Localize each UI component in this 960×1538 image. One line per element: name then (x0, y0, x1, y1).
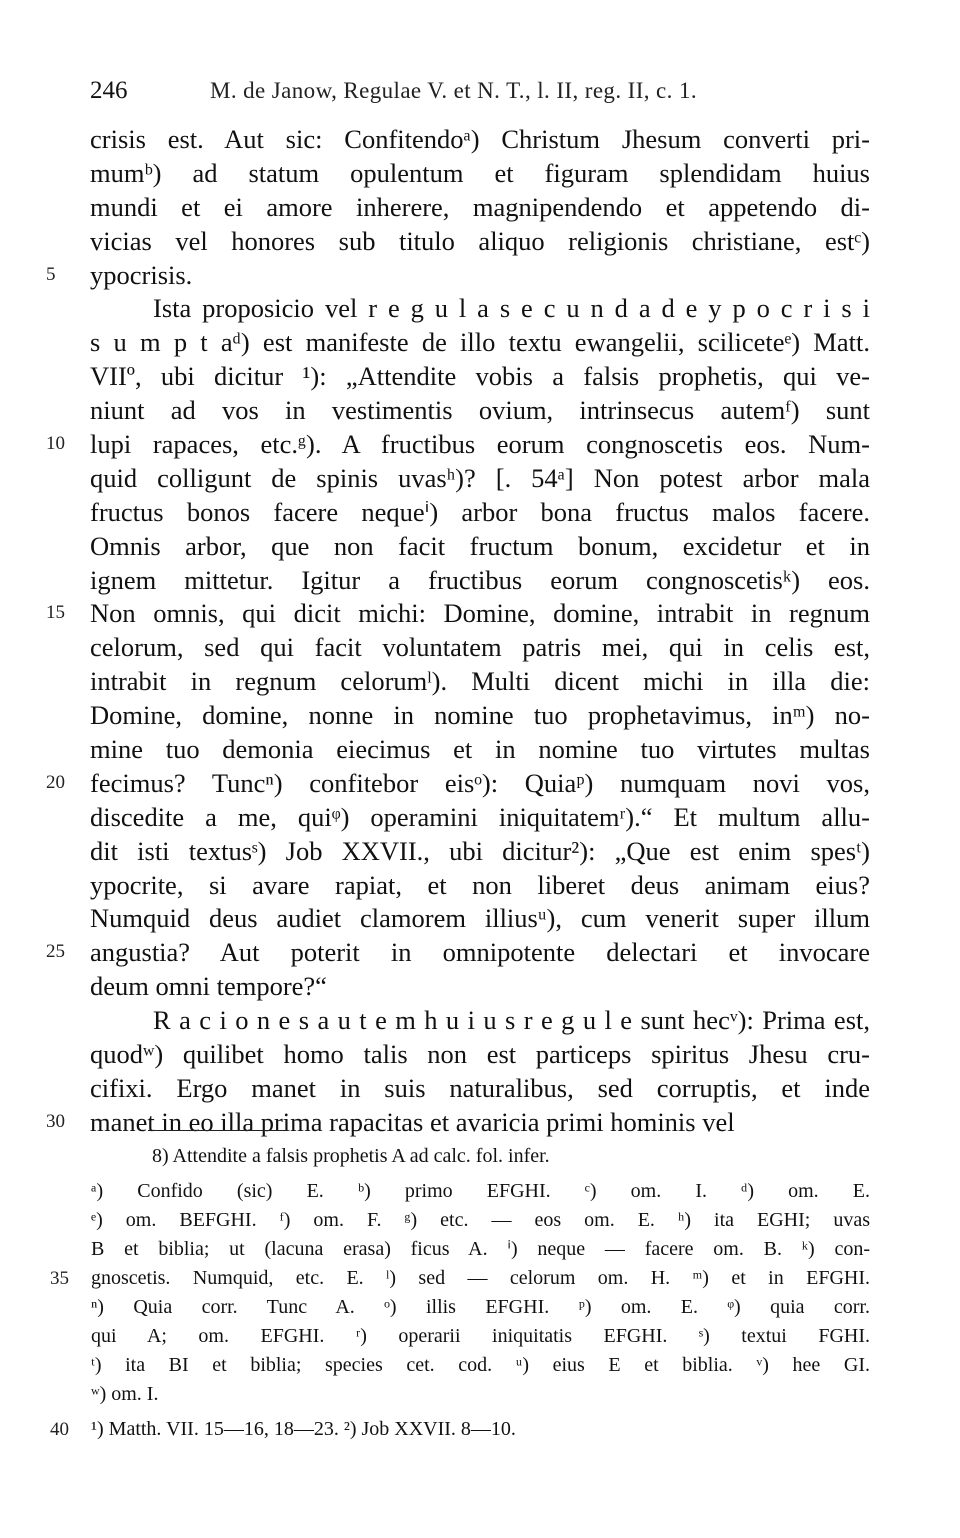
text-line (0, 325, 960, 359)
text-line (0, 258, 960, 292)
text-line (0, 122, 960, 156)
text-line (0, 359, 960, 393)
footnote-text: ʷ) om. I. (91, 1383, 159, 1405)
line-text: Numquid deus audiet clamorem illiusᵘ), cum venerit super illum (90, 903, 870, 934)
line-number: 40 (50, 1419, 69, 1440)
text-line (0, 1003, 960, 1037)
text-line (0, 1071, 960, 1105)
line-text: mine tuo demonia eiecimus et in nomine tuo virtutes multas (90, 734, 870, 765)
line-text: mumᵇ) ad statum opulentum et figuram splendidam huius (90, 157, 870, 188)
footnote-line (0, 1206, 960, 1235)
text-line (0, 766, 960, 800)
footnote-line (0, 1142, 960, 1171)
text-line (0, 563, 960, 597)
footnote-line (0, 1293, 960, 1322)
text-line (0, 596, 960, 630)
text-line (0, 393, 960, 427)
line-text: mundi et ei amore inherere, magnipendendo et appetendo di- (90, 191, 870, 222)
footnote-text: ᵃ) Confido (sic) E. ᵇ) primo EFGHI. ᶜ) om. I. ᵈ) om. E. (91, 1180, 870, 1202)
line-text: celorum, sed qui facit voluntatem patris mei, qui in celis est, (90, 632, 870, 663)
main-text (0, 122, 960, 1139)
text-line (0, 224, 960, 258)
line-text: Omnis arbor, que non facit fructum bonum, excidetur et in (90, 530, 870, 561)
footnote-text: 8) Attendite a falsis prophetis A ad calc. fol. infer. (152, 1145, 550, 1167)
text-line (0, 969, 960, 1003)
line-text: lupi rapaces, etc.ᵍ). A fructibus eorum congnoscetis eos. Num- (90, 429, 870, 460)
footnote-line (0, 1415, 960, 1444)
line-text: deum omni tempore?“ (90, 971, 327, 1002)
line-text: discedite a me, quiᵠ) operamini iniquitatemʳ).“ Et multum allu- (90, 801, 870, 832)
line-number: 15 (46, 602, 65, 624)
line-text: Ista proposicio vel r e g u l a s e c u n d a d e y p o c r i s i (153, 293, 870, 324)
footnote-line (0, 1235, 960, 1264)
line-text: s u m p t aᵈ) est manifeste de illo textu ewangelii, sciliceteᵉ) Matt. (90, 327, 870, 358)
line-text: niunt ad vos in vestimentis ovium, intrinsecus autemᶠ) sunt (90, 395, 870, 426)
line-text: R a c i o n e s a u t e m h u i u s r e g u l e sunt hecᵛ): Prima est, (153, 1005, 870, 1036)
line-text: quodʷ) quilibet homo talis non est particeps spiritus Jhesu cru- (90, 1039, 870, 1070)
line-text: crisis est. Aut sic: Confitendoᵃ) Christum Jhesum converti pri- (90, 124, 870, 154)
line-text: manet in eo illa prima rapacitas et avaricia primi hominis vel (90, 1106, 735, 1137)
text-line (0, 800, 960, 834)
text-line (0, 427, 960, 461)
footnote-text: qui A; om. EFGHI. ʳ) operarii iniquitatis EFGHI. ˢ) textui FGHI. (91, 1325, 870, 1347)
footnote-text: ᵗ) ita BI et biblia; species cet. cod. ᵘ) eius E et biblia. ᵛ) hee GI. (91, 1354, 870, 1376)
footnote-line (0, 1322, 960, 1351)
text-line (0, 901, 960, 935)
footnote-line (0, 1264, 960, 1293)
line-text: Non omnis, qui dicit michi: Domine, domine, intrabit in regnum (90, 598, 870, 629)
text-line (0, 630, 960, 664)
text-line (0, 529, 960, 563)
line-number: 25 (46, 941, 65, 963)
footnote-separator (148, 1130, 288, 1131)
line-text: fructus bonos facere nequeⁱ) arbor bona fructus malos facere. (90, 496, 870, 527)
text-line (0, 868, 960, 902)
text-line (0, 1037, 960, 1071)
text-line (0, 732, 960, 766)
page-header (0, 71, 960, 111)
footnote-line (0, 1380, 960, 1409)
text-line (0, 834, 960, 868)
text-line (0, 495, 960, 529)
text-line (0, 461, 960, 495)
footnote-text: ⁿ) Quia corr. Tunc A. ᵒ) illis EFGHI. ᵖ) om. E. ᵠ) quia corr. (91, 1296, 870, 1318)
line-text: VIIº, ubi dicitur ¹): „Attendite vobis a falsis prophetis, qui ve- (90, 361, 870, 392)
line-number: 20 (46, 771, 65, 793)
text-line (0, 698, 960, 732)
footnote-text: ᵉ) om. BEFGHI. ᶠ) om. F. ᵍ) etc. — eos om. E. ʰ) ita EGHI; uvas (91, 1209, 870, 1231)
line-number: 10 (46, 433, 65, 455)
footnote-text: ¹) Matth. VII. 15—16, 18—23. ²) Job XXVII. 8—10. (91, 1418, 516, 1440)
running-title: M. de Janow, Regulae V. et N. T., l. II, reg. II, c. 1. (210, 78, 698, 103)
line-number: 5 (46, 263, 56, 285)
line-text: intrabit in regnum celorumˡ). Multi dicent michi in illa die: (90, 666, 870, 697)
line-number: 30 (46, 1110, 65, 1132)
text-line (0, 156, 960, 190)
line-text: dit isti textusˢ) Job XXVII., ubi dicitur²): „Que est enim spesᵗ) (90, 835, 870, 866)
footnote-line (0, 1351, 960, 1380)
text-line (0, 664, 960, 698)
footnotes (0, 1142, 960, 1444)
line-text: fecimus? Tuncⁿ) confitebor eisᵒ): Quiaᵖ) numquam novi vos, (90, 767, 870, 798)
line-text: ignem mittetur. Igitur a fructibus eorum congnoscetisᵏ) eos. (90, 564, 870, 595)
text-line (0, 291, 960, 325)
text-line (0, 935, 960, 969)
text-line (0, 190, 960, 224)
footnote-line (0, 1177, 960, 1206)
text-line (0, 1105, 960, 1139)
line-number: 35 (50, 1268, 69, 1289)
line-text: quid colligunt de spinis uvasʰ)? [. 54ᵃ] Non potest arbor mala (90, 462, 870, 493)
line-text: ypocrite, si avare rapiat, et non liberet deus animam eius? (90, 869, 870, 900)
footnote-text: B et biblia; ut (lacuna erasa) ficus A. ⁱ) neque — facere om. B. ᵏ) con- (91, 1238, 870, 1260)
line-text: cifixi. Ergo manet in suis naturalibus, sed corruptis, et inde (90, 1072, 870, 1103)
line-text: ypocrisis. (90, 259, 193, 290)
line-text: Domine, domine, nonne in nomine tuo prophetavimus, inᵐ) no- (90, 700, 870, 731)
line-text: angustia? Aut poterit in omnipotente delectari et invocare (90, 937, 870, 968)
footnote-text: gnoscetis. Numquid, etc. E. ˡ) sed — celorum om. H. ᵐ) et in EFGHI. (91, 1267, 870, 1289)
page-number: 246 (90, 77, 128, 104)
line-text: vicias vel honores sub titulo aliquo religionis christiane, estᶜ) (90, 225, 870, 256)
